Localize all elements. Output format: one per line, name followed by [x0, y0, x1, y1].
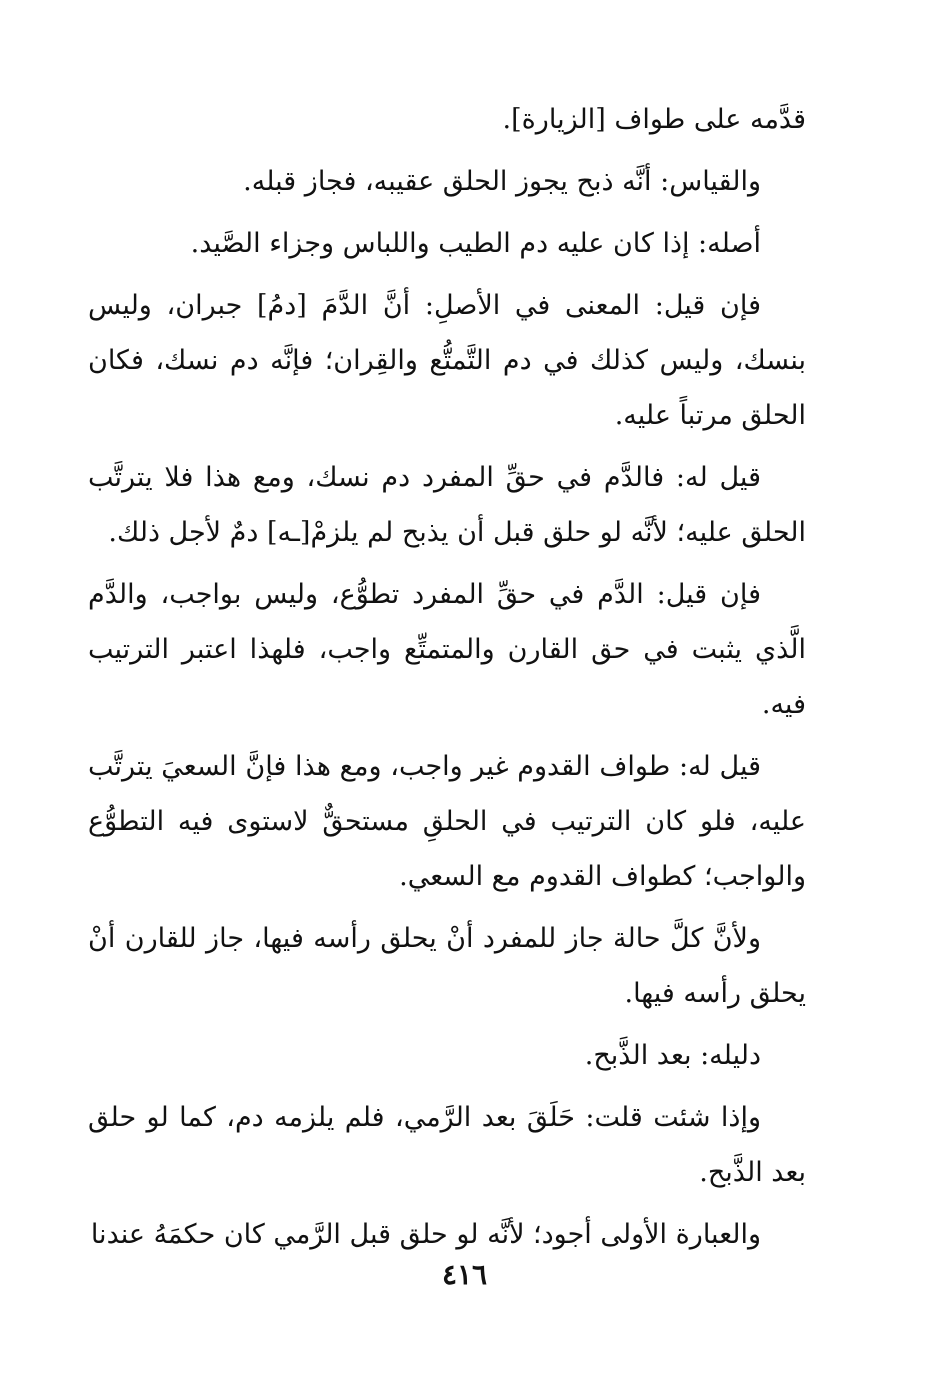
page-body-text [88, 92, 806, 1269]
paragraph-9: دليله: بعد الذَّبح. [584, 1040, 761, 1071]
page-number: ٤١٦ [441, 1258, 488, 1291]
paragraph-3: أصله: إذا كان عليه دم الطيب واللباس وجزاء الصَّيد. [190, 228, 761, 259]
paragraph-10: وإذا شئت قلت: حَلَقَ بعد الرَّمي، فلم يلزمه دم، كما لو حلق بعد الذَّبح. [88, 1102, 806, 1188]
paragraph-5: قيل له: فالدَّم في حقِّ المفرد دم نسك، ومع هذا فلا يترتَّب الحلق عليه؛ لأنَّه لو حلق قبل أن يذبح لم يلزمْ[ـه] دمٌ لأجل ذلك. [88, 462, 806, 548]
paragraph-1: قدَّمه على طواف [الزيارة]. [502, 104, 806, 135]
paragraph-4: فإن قيل: المعنى في الأصلِ: أنَّ الدَّمَ [دمُ] جبران، وليس بنسك، وليس كذلك في دم التَّمتُّع والقِران؛ فإنَّه دم نسك، فكان الحلق مرتباً عليه. [88, 290, 806, 431]
paragraph-7: قيل له: طواف القدوم غير واجب، ومع هذا فإنَّ السعيَ يترتَّب عليه، فلو كان الترتيب في الحلقِ مستحقٌّ لاستوى فيه التطوُّع والواجب؛ كطواف القدوم مع السعي. [88, 751, 806, 892]
paragraph-11: والعبارة الأولى أجود؛ لأنَّه لو حلق قبل الرَّمي كان حكمَهُ عندنا [90, 1219, 761, 1250]
paragraph-8: ولأنَّ كلَّ حالة جاز للمفرد أنْ يحلق رأسه فيها، جاز للقارن أنْ يحلق رأسه فيها. [88, 923, 806, 1009]
paragraph-2: والقياس: أنَّه ذبح يجوز الحلق عقيبه، فجاز قبله. [243, 166, 761, 197]
paragraph-6: فإن قيل: الدَّم في حقِّ المفرد تطوُّع، وليس بواجب، والدَّم الَّذي يثبت في حق القارن والمتمتِّع واجب، فلهذا اعتبر الترتيب فيه. [88, 579, 806, 720]
